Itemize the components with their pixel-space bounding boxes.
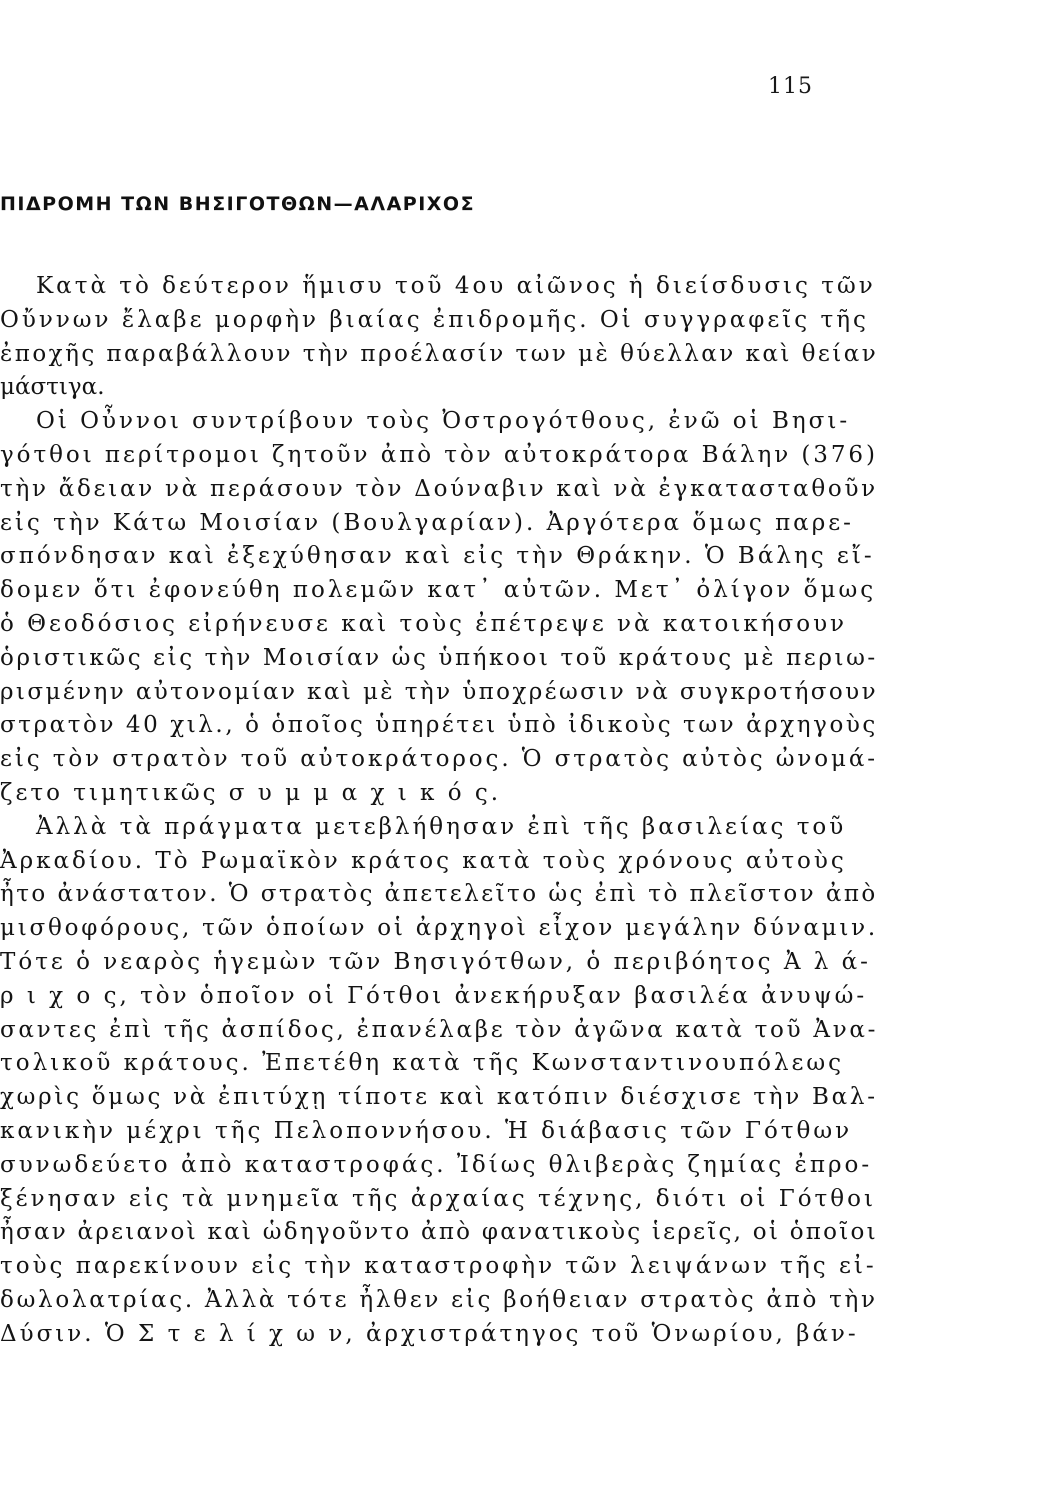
text-line: χωρὶς ὅμως νὰ ἐπιτύχῃ τίποτε καὶ κατόπιν διέσχισε τὴν Βαλ- bbox=[0, 1084, 878, 1111]
text-line: εἰς τὴν Κάτω Μοισίαν (Βουλγαρίαν). Ἀργότερα ὅμως παρε- bbox=[0, 509, 854, 536]
text-line: εἰς τὸν στρατὸν τοῦ αὐτοκράτορος. Ὁ στρατὸς αὐτὸς ὠνομά- bbox=[0, 746, 878, 773]
text-line: ἦσαν ἀρειανοὶ καὶ ὡδηγοῦντο ἀπὸ φανατικοὺς ἱερεῖς, οἱ ὁποῖοι bbox=[0, 1219, 878, 1246]
text-line: μισθοφόρους, τῶν ὁποίων οἱ ἀρχηγοὶ εἶχον μεγάλην δύναμιν. bbox=[0, 915, 878, 942]
text-line: γότθοι περίτρομοι ζητοῦν ἀπὸ τὸν αὐτοκράτορα Βάλην (376) bbox=[0, 441, 878, 468]
text-line: ρισμένην αὐτονομίαν καὶ μὲ τὴν ὑποχρέωσιν νὰ συγκροτήσουν bbox=[0, 678, 878, 705]
text-line: ρ ι χ ο ς, τὸν ὁποῖον οἱ Γότθοι ἀνεκήρυξαν βασιλέα ἀνυψώ- bbox=[0, 982, 868, 1009]
text-line: δομεν ὅτι ἐφονεύθη πολεμῶν κατ᾿ αὐτῶν. Μετ᾿ ὀλίγον ὅμως bbox=[0, 577, 877, 604]
text-line: μάστιγα. bbox=[0, 374, 105, 401]
text-line: ἐποχῆς παραβάλλουν τὴν προέλασίν των μὲ θύελλαν καὶ θείαν bbox=[0, 340, 879, 367]
text-line: τὴν ἄδειαν νὰ περάσουν τὸν Δούναβιν καὶ νὰ ἐγκατασταθοῦν bbox=[0, 475, 878, 502]
text-line: Κατὰ τὸ δεύτερον ἥμισυ τοῦ 4ου αἰῶνος ἡ διείσδυσις τῶν bbox=[36, 273, 876, 299]
text-line: Τότε ὁ νεαρὸς ἡγεμὼν τῶν Βησιγότθων, ὁ περιβόητος Ἀ λ ά- bbox=[0, 948, 871, 975]
text-line: στρατὸν 40 χιλ., ὁ ὁποῖος ὑπηρέτει ὑπὸ ἰδικοὺς των ἀρχηγοὺς bbox=[0, 712, 878, 739]
text-line: Δύσιν. Ὁ Σ τ ε λ ί χ ω ν, ἀρχιστράτηγος τοῦ Ὁνωρίου, βάν- bbox=[0, 1320, 859, 1347]
text-line: κανικὴν μέχρι τῆς Πελοποννήσου. Ἡ διάβασις τῶν Γότθων bbox=[0, 1117, 853, 1144]
text-line: ζετο τιμητικῶς σ υ μ μ α χ ι κ ό ς. bbox=[0, 779, 502, 806]
text-line: δωλολατρίας. Ἀλλὰ τότε ἦλθεν εἰς βοήθειαν στρατὸς ἀπὸ τὴν bbox=[0, 1286, 878, 1313]
text-line: σπόνδησαν καὶ ἐξεχύθησαν καὶ εἰς τὴν Θράκην. Ὁ Βάλης εἴ- bbox=[0, 543, 875, 570]
text-line: Ἀρκαδίου. Τὸ Ρωμαϊκὸν κράτος κατὰ τοὺς χρόνους αὐτοὺς bbox=[0, 847, 847, 874]
text-line: ὁ Θεοδόσιος εἰρήνευσε καὶ τοὺς ἐπέτρεψε νὰ κατοικήσουν bbox=[0, 610, 848, 637]
text-line: ξένησαν εἰς τὰ μνημεῖα τῆς ἀρχαίας τέχνης, διότι οἱ Γότθοι bbox=[0, 1185, 876, 1212]
text-line: Οὔννων ἔλαβε μορφὴν βιαίας ἐπιδρομῆς. Οἱ συγγραφεῖς τῆς bbox=[0, 306, 869, 333]
text-line: συνωδεύετο ἀπὸ καταστροφάς. Ἰδίως θλιβερὰς ζημίας ἐπρο- bbox=[0, 1151, 873, 1178]
text-line: σαντες ἐπὶ τῆς ἀσπίδος, ἐπανέλαβε τὸν ἀγῶνα κατὰ τοῦ Ἀνα- bbox=[0, 1016, 879, 1043]
section-heading: ΠΙΔΡΟΜΗ ΤΩΝ ΒΗΣΙΓΟΤΘΩΝ—ΑΛΑΡΙΧΟΣ bbox=[0, 193, 476, 215]
text-line: τολικοῦ κράτους. Ἐπετέθη κατὰ τῆς Κωνσταντινουπόλεως bbox=[0, 1050, 845, 1077]
text-line: ἦτο ἀνάστατον. Ὁ στρατὸς ἀπετελεῖτο ὡς ἐπὶ τὸ πλεῖστον ἀπὸ bbox=[0, 881, 878, 908]
text-line: τοὺς παρεκίνουν εἰς τὴν καταστροφὴν τῶν λειψάνων τῆς εἰ- bbox=[0, 1253, 877, 1280]
body-text bbox=[0, 270, 900, 1352]
text-line: Οἱ Οὖννοι συντρίβουν τοὺς Ὀστρογότθους, ἐνῶ οἱ Βησι- bbox=[36, 408, 851, 435]
text-line: ὁριστικῶς εἰς τὴν Μοισίαν ὡς ὑπήκοοι τοῦ κράτους μὲ περιω- bbox=[0, 644, 878, 671]
page-number: 115 bbox=[768, 74, 813, 99]
text-line: Ἀλλὰ τὰ πράγματα μετεβλήθησαν ἐπὶ τῆς βασιλείας τοῦ bbox=[36, 813, 847, 840]
